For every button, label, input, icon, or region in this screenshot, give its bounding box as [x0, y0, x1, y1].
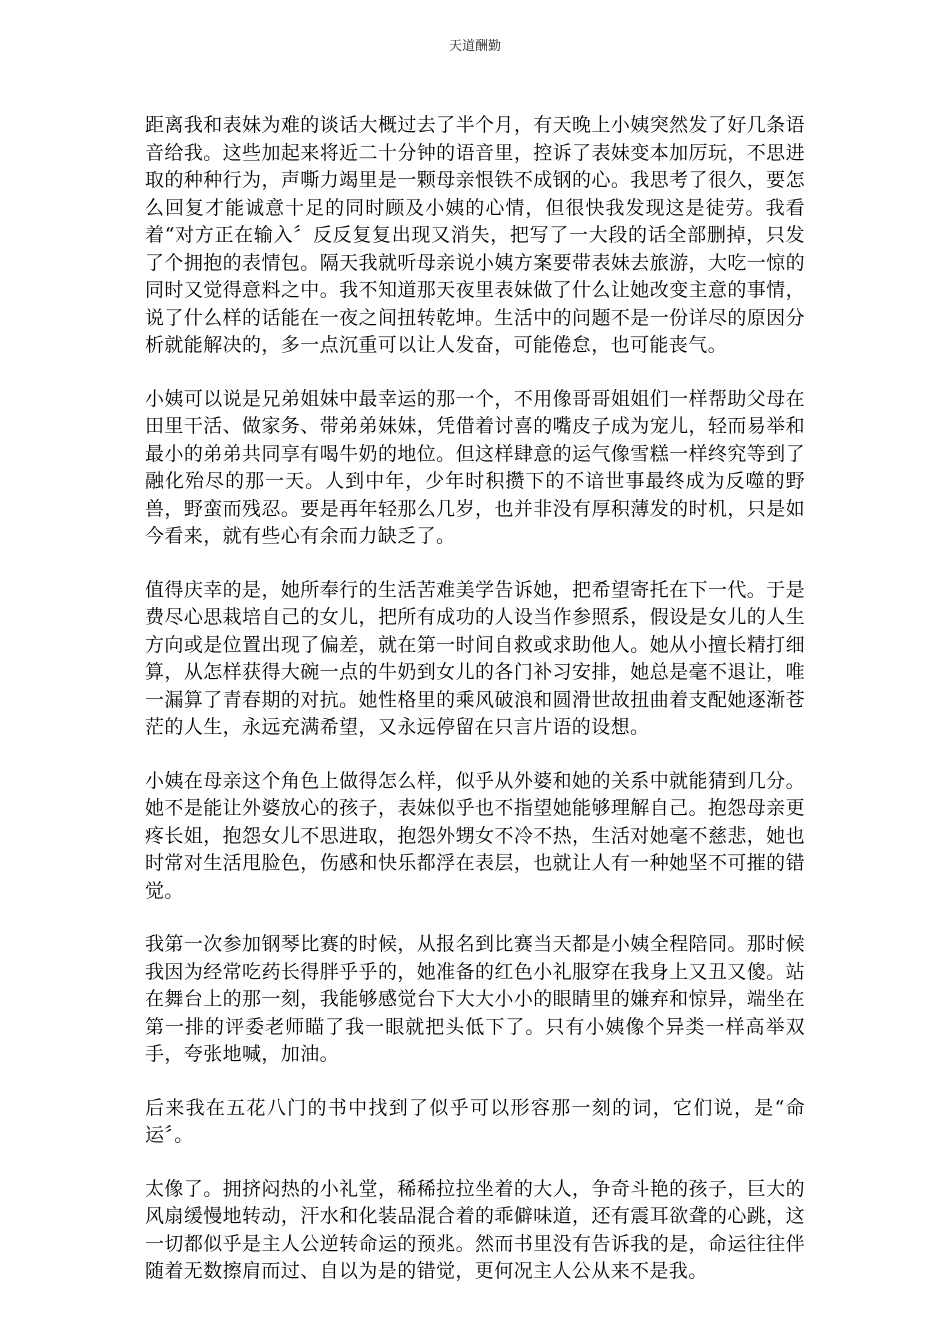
paragraph-1: 距离我和表妹为难的谈话大概过去了半个月，有天晚上小姨突然发了好几条语音给我。这些加起来将近二十分钟的语音里，控诉了表妹变本加厉玩，不思进取的种种行为，声嘶力竭里是一颗母亲恨铁不成钢的心。我思考了很久，要怎么回复才能诚意十足的同时顾及小姨的心情，但很快我发现这是徒劳。我看着“对方正在输入〞反反复复出现又消失，把写了一大段的话全部删掉，只发了个拥抱的表情包。隔天我就听母亲说小姨方案要带表妹去旅游，大吃一惊的同时又觉得意料之中。我不知道那天夜里表妹做了什么让她改变主意的事情，说了什么样的话能在一夜之间扭转乾坤。生活中的问题不是一份详尽的原因分析就能解决的，多一点沉重可以让人发奋，可能倦怠，也可能丧气。	[145, 114, 805, 356]
page-header: 天道酬勤	[448, 39, 501, 54]
paragraph-2: 小姨可以说是兄弟姐妹中最幸运的那一个，不用像哥哥姐姐们一样帮助父母在田里干活、做家务、带弟弟妹妹，凭借着讨喜的嘴皮子成为宠儿，轻而易举和最小的弟弟共同享有喝牛奶的地位。但这样肆意的运气像雪糕一样终究等到了融化殆尽的那一天。人到中年，少年时积攒下的不谙世事最终成为反噬的野兽，野蛮而残忍。要是再年轻那么几岁，也并非没有厚积薄发的时机，只是如今看来，就有些心有余而力缺乏了。	[145, 387, 805, 547]
paragraph-6: 后来我在五花八门的书中找到了似乎可以形容那一刻的词，它们说，是“命运〞。	[145, 1096, 805, 1146]
paragraph-7: 太像了。拥挤闷热的小礼堂，稀稀拉拉坐着的大人，争奇斗艳的孩子，巨大的风扇缓慢地转动，汗水和化装品混合着的乖僻味道，还有震耳欲聋的心跳，这一切都似乎是主人公逆转命运的预兆。然而书里没有告诉我的是，命运往往伴随着无数擦肩而过、自以为是的错觉，更何况主人公从来不是我。	[145, 1177, 805, 1282]
paragraph-4: 小姨在母亲这个角色上做得怎么样，似乎从外婆和她的关系中就能猜到几分。她不是能让外婆放心的孩子，表妹似乎也不指望她能够理解自己。抱怨母亲更疼长姐，抱怨女儿不思进取，抱怨外甥女不冷不热，生活对她毫不慈悲，她也时常对生活甩脸色，伤感和快乐都浮在表层，也就让人有一种她坚不可摧的错觉。	[145, 769, 805, 902]
article-body	[145, 112, 805, 1312]
paragraph-3: 值得庆幸的是，她所奉行的生活苦难美学告诉她，把希望寄托在下一代。于是费尽心思栽培自己的女儿，把所有成功的人设当作参照系，假设是女儿的人生方向或是位置出现了偏差，就在第一时间自救或求助他人。她从小擅长精打细算，从怎样获得大碗一点的牛奶到女儿的各门补习安排，她总是毫不退让，唯一漏算了青春期的对抗。她性格里的乘风破浪和圆滑世故扭曲着支配她逐渐苍茫的人生，永远充满希望，又永远停留在只言片语的设想。	[145, 578, 805, 738]
paragraph-5: 我第一次参加钢琴比赛的时候，从报名到比赛当天都是小姨全程陪同。那时候我因为经常吃药长得胖乎乎的，她准备的红色小礼服穿在我身上又丑又傻。站在舞台上的那一刻，我能够感觉台下大大小小的眼睛里的嫌弃和惊异，端坐在第一排的评委老师瞄了我一眼就把头低下了。只有小姨像个异类一样高举双手，夸张地喊，加油。	[145, 933, 805, 1065]
